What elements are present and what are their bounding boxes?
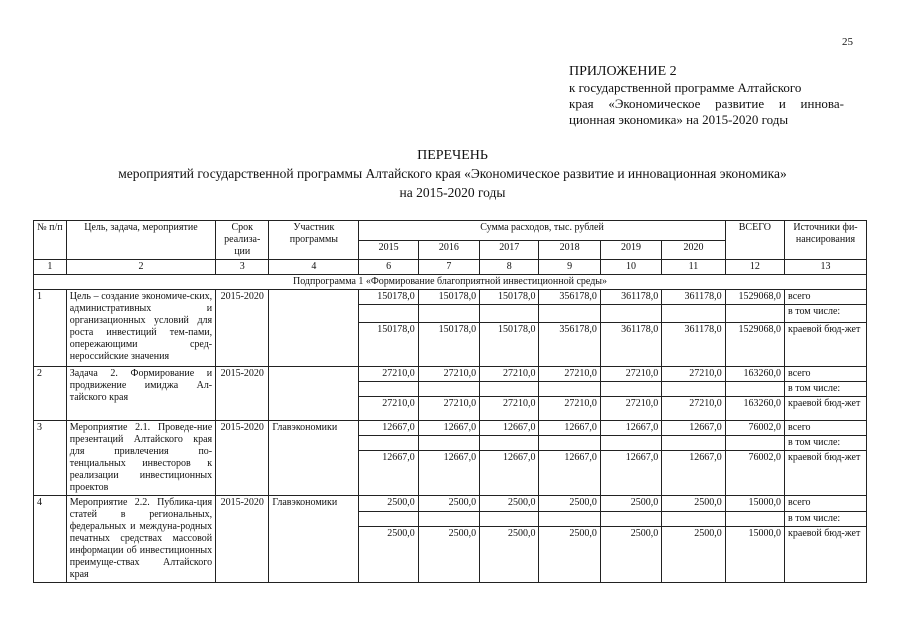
amount-cell: 12667,0: [480, 451, 539, 496]
amount-cell: 76002,0: [725, 451, 784, 496]
header-sources: Источники фи-нансирования: [785, 221, 867, 260]
amount-cell: 2500,0: [600, 496, 661, 512]
source-cell: всего: [785, 421, 867, 436]
amount-cell: 12667,0: [480, 421, 539, 436]
header-year: 2018: [539, 240, 600, 260]
row-participant: Главэкономики: [269, 421, 359, 496]
amount-cell: [359, 305, 418, 323]
document-subtitle: мероприятий государственной программы Алтайского края «Экономическое развитие и инновационная экономика»: [118, 166, 787, 181]
row-term: 2015-2020: [216, 496, 269, 583]
amount-cell: [539, 382, 600, 397]
row-number: 3: [34, 421, 67, 496]
amount-cell: 150178,0: [359, 323, 418, 367]
amount-cell: [480, 305, 539, 323]
column-number: 2: [66, 260, 215, 275]
row-description: Задача 2. Формирование и продвижение имиджа Ал-тайского края: [66, 367, 215, 421]
column-number: 13: [785, 260, 867, 275]
amount-cell: 27210,0: [539, 367, 600, 382]
header-term: Срок реализа-ции: [216, 221, 269, 260]
amount-cell: 27210,0: [359, 367, 418, 382]
amount-cell: 2500,0: [539, 496, 600, 512]
amount-cell: 12667,0: [359, 421, 418, 436]
amount-cell: [725, 382, 784, 397]
document-title: ПЕРЕЧЕНЬ: [417, 148, 488, 163]
amount-cell: 12667,0: [539, 451, 600, 496]
amount-cell: 27210,0: [662, 397, 725, 421]
amount-cell: [480, 436, 539, 451]
amount-cell: 27210,0: [480, 397, 539, 421]
amount-cell: [725, 305, 784, 323]
amount-cell: [662, 382, 725, 397]
measures-table: [33, 220, 867, 583]
amount-cell: [359, 382, 418, 397]
row-term: 2015-2020: [216, 290, 269, 367]
amount-cell: 27210,0: [480, 367, 539, 382]
table-row: [34, 421, 867, 436]
column-numbers-row: [34, 260, 867, 275]
row-description: Мероприятие 2.2. Публика-ция статей в региональных, федеральных и междуна-родных печатных средствах массовой информации об инвестиционных преимуще-ствах Алтайского края: [66, 496, 215, 583]
header-participant: Участник программы: [269, 221, 359, 260]
amount-cell: 27210,0: [418, 397, 479, 421]
amount-cell: [600, 511, 661, 527]
header-year: 2020: [662, 240, 725, 260]
row-participant: Главэкономики: [269, 496, 359, 583]
row-participant: [269, 290, 359, 367]
amount-cell: 2500,0: [359, 527, 418, 583]
amount-cell: [662, 436, 725, 451]
header-num: № п/п: [34, 221, 67, 260]
amount-cell: 150178,0: [480, 323, 539, 367]
amount-cell: [418, 511, 479, 527]
amount-cell: 361178,0: [662, 323, 725, 367]
amount-cell: 12667,0: [600, 451, 661, 496]
row-term: 2015-2020: [216, 367, 269, 421]
document-subtitle-years: на 2015-2020 годы: [399, 185, 506, 200]
column-number: 7: [418, 260, 479, 275]
amount-cell: [539, 305, 600, 323]
amount-cell: [480, 382, 539, 397]
source-cell: в том числе:: [785, 436, 867, 451]
column-number: 11: [662, 260, 725, 275]
amount-cell: [662, 305, 725, 323]
amount-cell: 27210,0: [600, 367, 661, 382]
table-row: [34, 496, 867, 512]
source-cell: в том числе:: [785, 382, 867, 397]
amount-cell: 1529068,0: [725, 290, 784, 305]
amount-cell: 12667,0: [539, 421, 600, 436]
header-total: ВСЕГО: [725, 221, 784, 260]
column-number: 12: [725, 260, 784, 275]
amount-cell: 361178,0: [600, 290, 661, 305]
subprogram-title: Подпрограмма 1 «Формирование благоприятной инвестиционной среды»: [34, 275, 867, 290]
amount-cell: 356178,0: [539, 323, 600, 367]
appendix-line: к государственной программе Алтайского: [569, 80, 802, 95]
amount-cell: [725, 511, 784, 527]
page-number: 25: [842, 36, 853, 48]
amount-cell: 361178,0: [662, 290, 725, 305]
column-number: 9: [539, 260, 600, 275]
amount-cell: [359, 511, 418, 527]
amount-cell: 27210,0: [539, 397, 600, 421]
column-number: 6: [359, 260, 418, 275]
amount-cell: 163260,0: [725, 367, 784, 382]
row-number: 1: [34, 290, 67, 367]
table-row: [34, 367, 867, 382]
amount-cell: 15000,0: [725, 527, 784, 583]
amount-cell: [359, 436, 418, 451]
header-year: 2016: [418, 240, 479, 260]
amount-cell: 150178,0: [418, 290, 479, 305]
source-cell: всего: [785, 290, 867, 305]
row-number: 4: [34, 496, 67, 583]
amount-cell: 15000,0: [725, 496, 784, 512]
amount-cell: [600, 305, 661, 323]
amount-cell: 76002,0: [725, 421, 784, 436]
source-cell: всего: [785, 367, 867, 382]
amount-cell: [418, 382, 479, 397]
amount-cell: 356178,0: [539, 290, 600, 305]
amount-cell: 12667,0: [359, 451, 418, 496]
amount-cell: 1529068,0: [725, 323, 784, 367]
amount-cell: 2500,0: [418, 496, 479, 512]
source-cell: краевой бюд-жет: [785, 451, 867, 496]
source-cell: краевой бюд-жет: [785, 527, 867, 583]
amount-cell: 2500,0: [600, 527, 661, 583]
amount-cell: 2500,0: [359, 496, 418, 512]
amount-cell: 12667,0: [600, 421, 661, 436]
amount-cell: 27210,0: [418, 367, 479, 382]
header-goal: Цель, задача, мероприятие: [66, 221, 215, 260]
amount-cell: 150178,0: [359, 290, 418, 305]
header-year: 2019: [600, 240, 661, 260]
header-year: 2017: [480, 240, 539, 260]
amount-cell: 2500,0: [418, 527, 479, 583]
amount-cell: [600, 382, 661, 397]
amount-cell: 12667,0: [662, 451, 725, 496]
source-cell: в том числе:: [785, 511, 867, 527]
amount-cell: [539, 436, 600, 451]
source-cell: краевой бюд-жет: [785, 323, 867, 367]
row-description: Мероприятие 2.1. Проведе-ние презентаций Алтайского края для привлечения по-тенциальных инвесторов к реализации инвестиционных проектов: [66, 421, 215, 496]
row-participant: [269, 367, 359, 421]
amount-cell: 2500,0: [480, 496, 539, 512]
appendix-line: ционная экономика» на 2015-2020 годы: [569, 112, 789, 127]
source-cell: всего: [785, 496, 867, 512]
amount-cell: 361178,0: [600, 323, 661, 367]
amount-cell: 163260,0: [725, 397, 784, 421]
amount-cell: 2500,0: [662, 527, 725, 583]
amount-cell: 12667,0: [662, 421, 725, 436]
amount-cell: 2500,0: [539, 527, 600, 583]
amount-cell: [725, 436, 784, 451]
column-number: 3: [216, 260, 269, 275]
amount-cell: [539, 511, 600, 527]
appendix-line: края «Экономическое развитие и иннова-: [569, 96, 844, 111]
row-term: 2015-2020: [216, 421, 269, 496]
column-number: 4: [269, 260, 359, 275]
amount-cell: 27210,0: [662, 367, 725, 382]
amount-cell: 12667,0: [418, 421, 479, 436]
appendix-block: [569, 64, 869, 128]
header-sum: Сумма расходов, тыс. рублей: [359, 221, 725, 241]
source-cell: в том числе:: [785, 305, 867, 323]
amount-cell: 150178,0: [480, 290, 539, 305]
row-description: Цель – создание экономиче-ских, административных и организационных условий для роста инвестиций тем-пами, опережающими сред-нероссийские значения: [66, 290, 215, 367]
column-number: 1: [34, 260, 67, 275]
subprogram-row: [34, 275, 867, 290]
amount-cell: 2500,0: [662, 496, 725, 512]
table-row: [34, 290, 867, 305]
amount-cell: [480, 511, 539, 527]
appendix-title: ПРИЛОЖЕНИЕ 2: [569, 64, 677, 79]
amount-cell: 150178,0: [418, 323, 479, 367]
amount-cell: [662, 511, 725, 527]
column-number: 8: [480, 260, 539, 275]
amount-cell: 27210,0: [600, 397, 661, 421]
source-cell: краевой бюд-жет: [785, 397, 867, 421]
amount-cell: [600, 436, 661, 451]
amount-cell: 27210,0: [359, 397, 418, 421]
amount-cell: 2500,0: [480, 527, 539, 583]
row-number: 2: [34, 367, 67, 421]
amount-cell: 12667,0: [418, 451, 479, 496]
amount-cell: [418, 436, 479, 451]
amount-cell: [418, 305, 479, 323]
column-number: 10: [600, 260, 661, 275]
header-year: 2015: [359, 240, 418, 260]
